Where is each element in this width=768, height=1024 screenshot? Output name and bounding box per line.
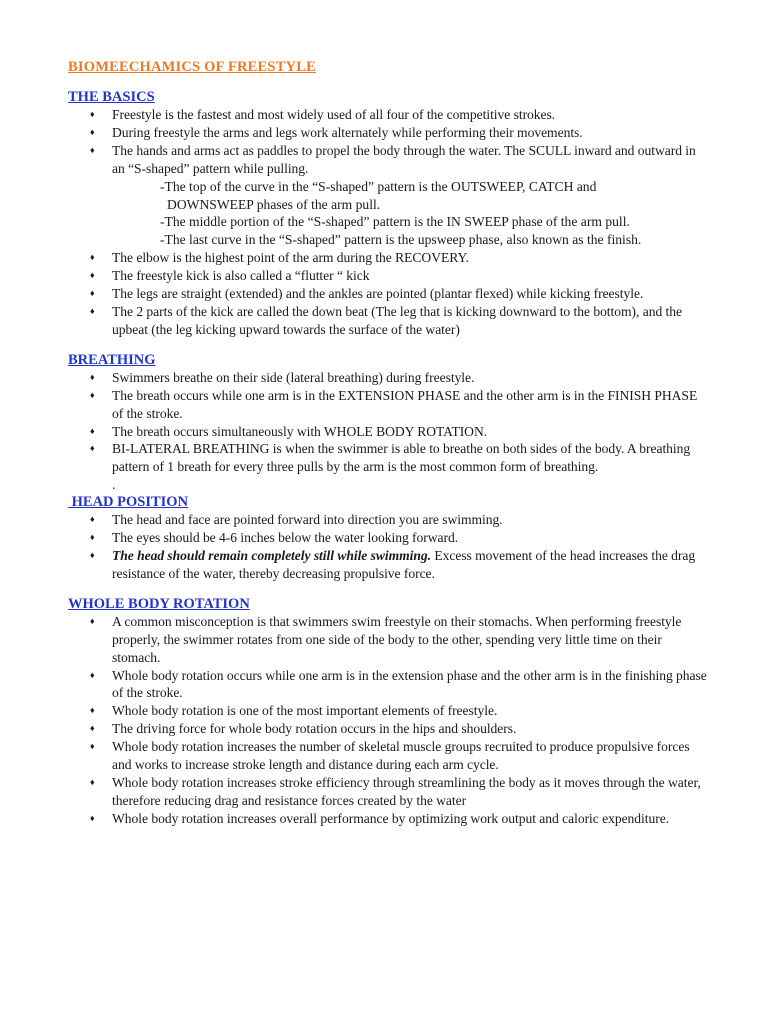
trailing-dot: .: [112, 477, 116, 493]
list-item: ♦ The legs are straight (extended) and the ankles are pointed (plantar flexed) while kicking freestyle.: [90, 286, 644, 302]
list-item: ♦ The freestyle kick is also called a “flutter “ kick: [90, 268, 370, 284]
section-heading-whole-body-rotation: WHOLE BODY ROTATION: [68, 595, 250, 612]
section-heading-breathing: BREATHING: [68, 351, 156, 368]
diamond-bullet-icon: ♦: [90, 144, 95, 155]
list-item: ♦ Whole body rotation increases stroke efficiency through streamlining the body as it moves through the water, therefore reducing drag and resistance forces created by the water: [90, 775, 701, 808]
spacer: [68, 583, 708, 595]
rotation-list: [68, 613, 708, 828]
list-item: ♦ The hands and arms act as paddles to propel the body through the water. The SCULL inward and outward in an “S-shaped” pattern while pulling.: [90, 142, 696, 176]
head-position-list: [68, 511, 708, 583]
list-item: ♦ Whole body rotation is one of the most important elements of freestyle.: [90, 703, 498, 719]
list-item: ♦ The head and face are pointed forward into direction you are swimming.: [90, 512, 503, 528]
basics-list-continued: [68, 249, 708, 339]
diamond-bullet-icon: ♦: [90, 270, 95, 281]
diamond-bullet-icon: ♦: [90, 812, 95, 823]
list-item: ♦ The breath occurs simultaneously with WHOLE BODY ROTATION.: [90, 423, 488, 439]
diamond-bullet-icon: ♦: [90, 288, 95, 299]
spacer: [68, 339, 708, 351]
diamond-bullet-icon: ♦: [90, 443, 95, 454]
diamond-bullet-icon: ♦: [90, 741, 95, 752]
sub-point: -The middle portion of the “S-shaped” pattern is the IN SWEEP phase of the arm pull.: [160, 214, 630, 230]
list-item: ♦ The breath occurs while one arm is in the EXTENSION PHASE and the other arm is in the FINISH PHASE of the stroke.: [90, 387, 698, 421]
list-item: ♦ Swimmers breathe on their side (lateral breathing) during freestyle.: [90, 369, 475, 385]
sub-point: -The last curve in the “S-shaped” pattern is the upsweep phase, also known as the finish.: [160, 232, 642, 248]
diamond-bullet-icon: ♦: [90, 550, 95, 561]
list-item: ♦ A common misconception is that swimmers swim freestyle on their stomachs. When performing freestyle properly, the swimmer rotates from one side of the body to the other, spending very little time on their stomach.: [90, 613, 682, 665]
diamond-bullet-icon: ♦: [90, 723, 95, 734]
diamond-bullet-icon: ♦: [90, 109, 95, 119]
list-item: ♦ Whole body rotation increases overall performance by optimizing work output and caloric expenditure.: [90, 810, 670, 826]
list-item: ♦ The head should remain completely still while swimming. Excess movement of the head increases the drag resistance of the water, thereby decreasing propulsive force.: [90, 548, 696, 581]
section-heading-head-position: HEAD POSITION: [68, 494, 189, 511]
diamond-bullet-icon: ♦: [90, 705, 95, 716]
sub-point-continuation: DOWNSWEEP phases of the arm pull.: [167, 196, 381, 212]
document-title: BIOMEECHAMICS OF FREESTYLE: [68, 59, 316, 75]
diamond-bullet-icon: ♦: [90, 389, 95, 400]
diamond-bullet-icon: ♦: [90, 252, 95, 263]
sub-point: -The top of the curve in the “S-shaped” pattern is the OUTSWEEP, CATCH and: [160, 178, 597, 194]
diamond-bullet-icon: ♦: [90, 777, 95, 787]
list-item: ♦ The eyes should be 4-6 inches below the water looking forward.: [90, 530, 459, 546]
list-item: ♦ The elbow is the highest point of the arm during the RECOVERY.: [90, 250, 469, 266]
diamond-bullet-icon: ♦: [90, 514, 95, 525]
emphasis-text: The head should remain completely still while swimming.: [112, 548, 431, 564]
list-item: ♦ During freestyle the arms and legs work alternately while performing their movements.: [90, 124, 583, 140]
breathing-list: [68, 369, 708, 476]
section-heading-basics: THE BASICS: [68, 89, 155, 105]
list-item: ♦ Whole body rotation increases the number of skeletal muscle groups recruited to produce propulsive forces and works to increase stroke length and distance during each arm cycle.: [90, 739, 690, 773]
diamond-bullet-icon: ♦: [90, 371, 95, 382]
diamond-bullet-icon: ♦: [90, 126, 95, 137]
diamond-bullet-icon: ♦: [90, 615, 95, 626]
diamond-bullet-icon: ♦: [90, 669, 95, 680]
list-item: ♦ BI-LATERAL BREATHING is when the swimmer is able to breathe on both sides of the body. A breathing pattern of 1 breath for every three pulls by the arm is the most common form of breathing.: [90, 441, 691, 475]
document-page: [68, 58, 708, 828]
list-item: ♦ Freestyle is the fastest and most widely used of all four of the competitive strokes.: [90, 107, 556, 122]
diamond-bullet-icon: ♦: [90, 532, 95, 543]
diamond-bullet-icon: ♦: [90, 425, 95, 436]
diamond-bullet-icon: ♦: [90, 305, 95, 316]
basics-list: [68, 106, 708, 178]
list-item: ♦ Whole body rotation occurs while one arm is in the extension phase and the other arm is in the finishing phase of the stroke.: [90, 667, 707, 701]
list-item: ♦ The driving force for whole body rotation occurs in the hips and shoulders.: [90, 721, 517, 737]
list-item: ♦ The 2 parts of the kick are called the down beat (The leg that is kicking downward to the bottom), and the upbeat (the leg kicking upward towards the surface of the water): [90, 303, 682, 337]
